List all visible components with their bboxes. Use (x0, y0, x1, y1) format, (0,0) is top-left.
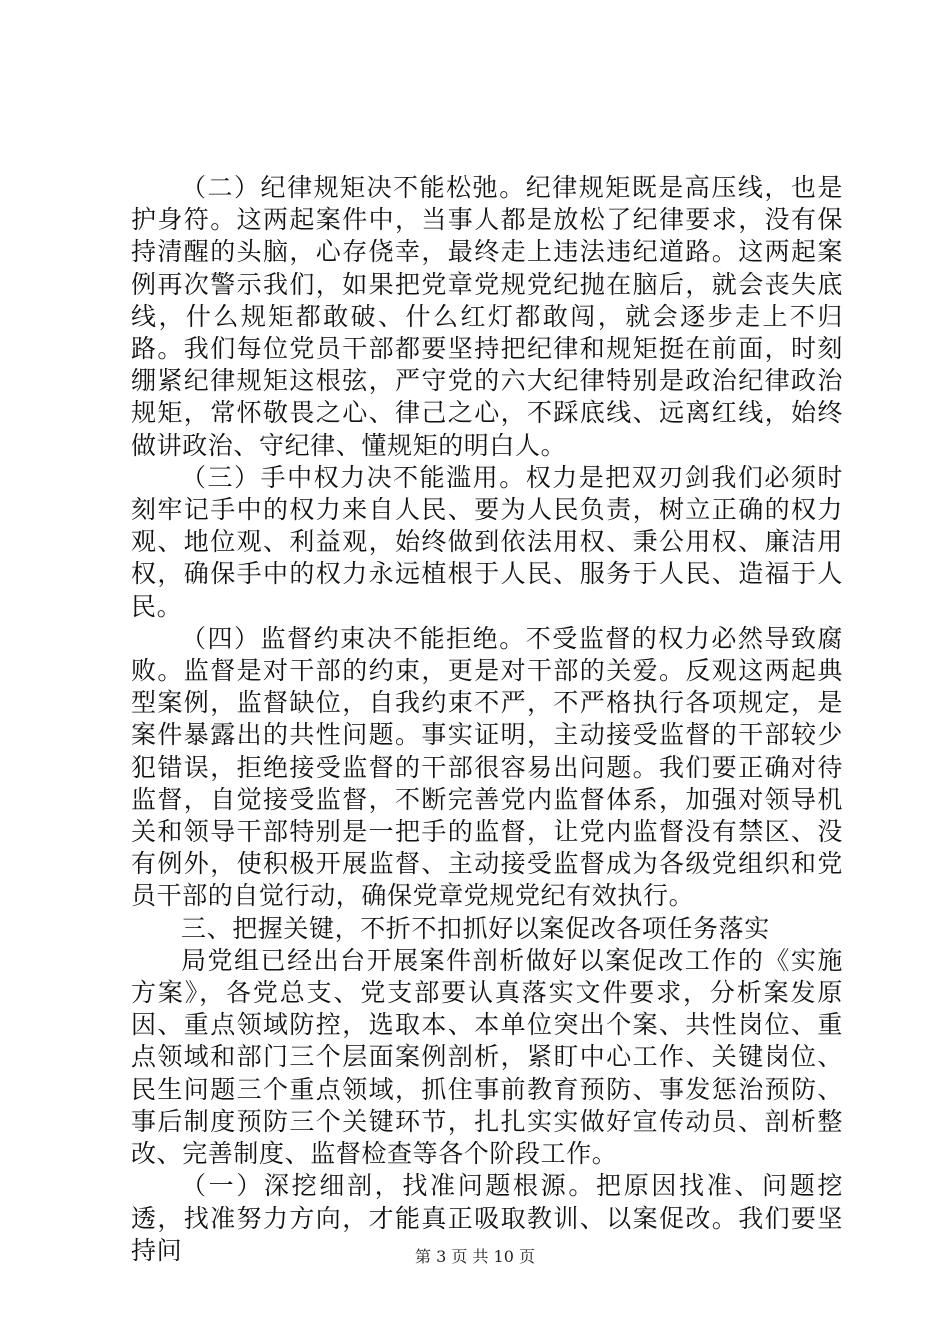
paragraph-power: （三）手中权力决不能滥用。权力是把双刃剑我们必须时刻牢记手中的权力来自人民、要为人民负责，树立正确的权力观、地位观、利益观，始终做到依法用权、秉公用权、廉洁用权，确保手中的权力永远植根于人民、服务于人民、造福于人民。 (131, 462, 843, 621)
document-body (131, 172, 843, 1267)
paragraph-implementation-plan: 局党组已经出台开展案件剖析做好以案促改工作的《实施方案》，各党总支、党支部要认真落实文件要求，分析案发原因、重点领域防控，选取本、本单位突出个案、共性岗位、重点领域和部门三个层面案例剖析，紧盯中心工作、关键岗位、民生问题三个重点领域，抓住事前教育预防、事发惩治预防、事后制度预防三个关键环节，扎扎实实做好宣传动员、剖析整改、完善制度、监督检查等各个阶段工作。 (131, 945, 843, 1169)
paragraph-discipline: （二）纪律规矩决不能松弛。纪律规矩既是高压线，也是护身符。这两起案件中，当事人都是放松了纪律要求，没有保持清醒的头脑，心存侥幸，最终走上违法违纪道路。这两起案例再次警示我们，如果把党章党规党纪抛在脑后，就会丧失底线，什么规矩都敢破、什么红灯都敢闯，就会逐步走上不归路。我们每位党员干部都要坚持把纪律和规矩挺在前面，时刻绷紧纪律规矩这根弦，严守党的六大纪律特别是政治纪律政治规矩，常怀敬畏之心、律己之心，不踩底线、远离红线，始终做讲政治、守纪律、懂规矩的明白人。 (131, 173, 843, 460)
paragraph-root-cause: （一）深挖细剖，找准问题根源。把原因找准、问题挖透，找准努力方向，才能真正吸取教训、以案促改。我们要坚持问 (131, 1171, 843, 1265)
paragraph-supervision: （四）监督约束决不能拒绝。不受监督的权力必然导致腐败。监督是对干部的约束，更是对干部的关爱。反观这两起典型案例，监督缺位，自我约束不严，不严格执行各项规定，是案件暴露出的共性问题。事实证明，主动接受监督的干部较少犯错误，拒绝接受监督的干部很容易出问题。我们要正确对待监督，自觉接受监督，不断完善党内监督体系，加强对领导机关和领导干部特别是一把手的监督，让党内监督没有禁区、没有例外，使积极开展监督、主动接受监督成为各级党组织和党员干部的自觉行动，确保党章党规党纪有效执行。 (131, 623, 843, 911)
section-heading-three: 三、把握关键，不折不扣抓好以案促改各项任务落实 (181, 913, 770, 943)
page-number-footer: 第 3 页 共 10 页 (415, 1247, 535, 1266)
